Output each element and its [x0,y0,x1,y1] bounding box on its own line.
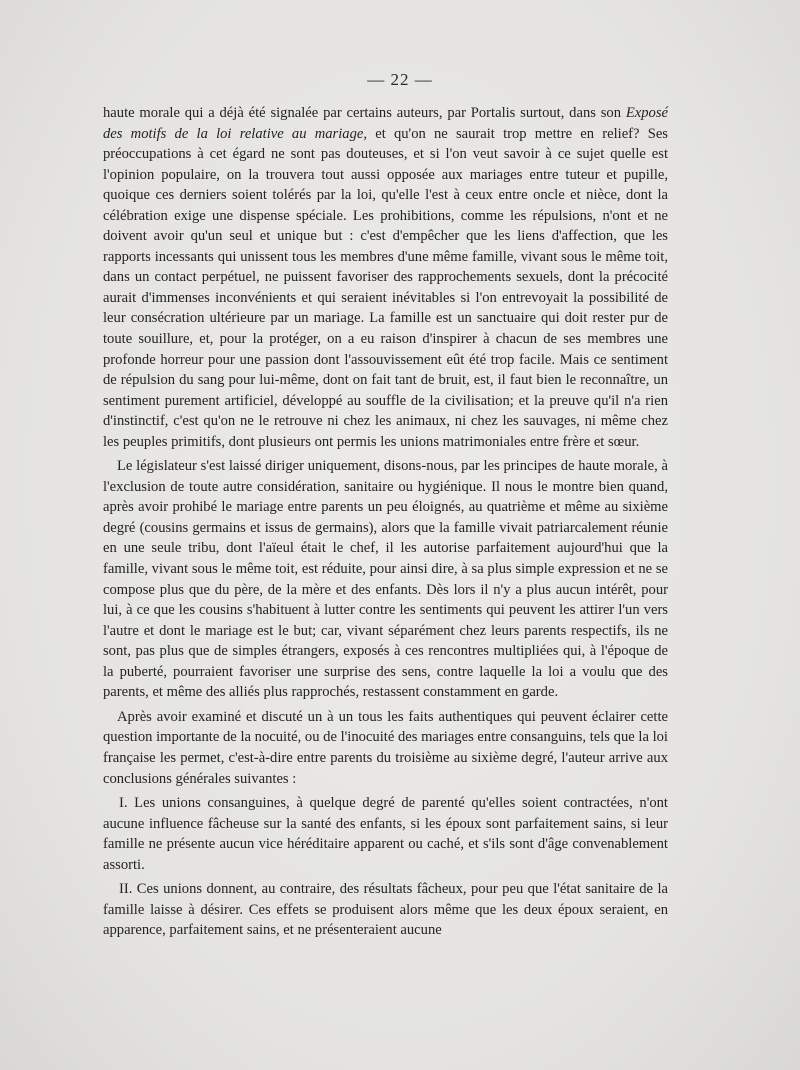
paragraph: Après avoir examiné et discuté un à un tous les faits authentiques qui peuvent éclairer cette question importante de la nocuité, ou de l'inocuité des mariages entre consanguins, tels que la loi française les permet, c'est-à-dire entre parents du troisième au sixième degré, l'auteur arrive aux conclusions générales suivantes : [103,708,668,787]
conclusion-item: I. Les unions consanguines, à quelque degré de parenté qu'elles soient contractées, n'ont aucune influence fâcheuse sur la santé des enfants, si les époux sont parfaitement sains, si leur famille ne présente aucun vice héréditaire apparent ou caché, et s'ils sont d'âge convenablement assorti. [103,795,668,873]
paragraph-text: haute morale qui a déjà été signalée par certains auteurs, par Portalis surtout, dans son [103,105,626,121]
paragraph-text: , et qu'on ne saurait trop mettre en relief? Ses préoccupations à cet égard ne sont pas douteuses, et si l'on veut savoir à ce sujet quelle est l'opinion populaire, on la trouvera tout aussi opposée aux mariages entre tuteur et pupille, quoique ces derniers soient tolérés par la loi, qu'elle l'est à ceux entre oncle et nièce, dont la célébration exige une dispense spéciale. Les prohibitions, comme les répulsions, n'ont et ne doivent avoir qu'un seul et unique but : c'est d'empêcher que les liens d'affection, que les rapports incessants qui unissent tous les membres d'une même famille, vivant sous le même toit, dans un contact perpétuel, ne puissent favoriser des rapprochements sexuels, dont la précocité aurait d'immenses inconvénients et qui seraient inévitables si l'on entrevoyait la possibilité de leur consécration ultérieure par un mariage. La famille est un sanctuaire qui doit rester pur de toute souillure, et, pour la protéger, on a eu raison d'inspirer à chacun de ses membres une profonde horreur pour une passion dont l'assouvissement eût été trop facile. Mais ce sentiment de répulsion du sang pour lui-même, dont on fait tant de bruit, est, il faut bien le reconnaître, un sentiment purement artificiel, développé au souffle de la civilisation; et la preuve qu'il n'a rien d'instinctif, c'est qu'on ne le retrouve ni chez les animaux, ni chez les sauvages, ni même chez les peuples primitifs, dont plusieurs ont permis les unions matrimoniales entre frère et sœur. [103,125,668,450]
paragraph [103,103,668,452]
italic-title: Exposé des motifs de la loi relative au mariage [103,105,668,142]
conclusion-item: II. Ces unions donnent, au contraire, des résultats fâcheux, pour peu que l'état sanitaire de la famille laisse à désirer. Ces effets se produisent alors même que les deux époux seraient, en apparence, parfaitement sains, et ne présenteraient aucune [103,881,668,939]
page-body [103,103,668,941]
page-number: — 22 — [367,70,433,89]
paragraph: Le législateur s'est laissé diriger uniquement, disons-nous, par les principes de haute morale, à l'exclusion de toute autre considération, sanitaire ou hygiénique. Il nous le montre bien quand, après avoir prohibé le mariage entre parents un peu éloignés, au quatrième et même au sixième degré (cousins germains et issus de germains), alors que la famille vivait patriarcalement réunie en une seule tribu, dont l'aïeul était le chef, il les autorise parfaitement aujourd'hui que la famille, vivant sous le même toit, est réduite, pour ainsi dire, à sa plus simple expression et ne se compose plus que du père, de la mère et des enfants. Dès lors il n'y a plus aucun intérêt, pour lui, à ce que les cousins s'habituent à lutter contre les sentiments qui peuvent les attirer l'un vers l'autre et dont le mariage est le but; car, vivant séparément chez leurs parents respectifs, ils ne sont, pas plus que de simples étrangers, exposés à ces rencontres multipliées qui, à l'époque de la puberté, pourraient favoriser une surprise des sens, contre laquelle la loi a voulu que des parents, et même des alliés plus rapprochés, restassent constamment en garde. [103,458,668,701]
